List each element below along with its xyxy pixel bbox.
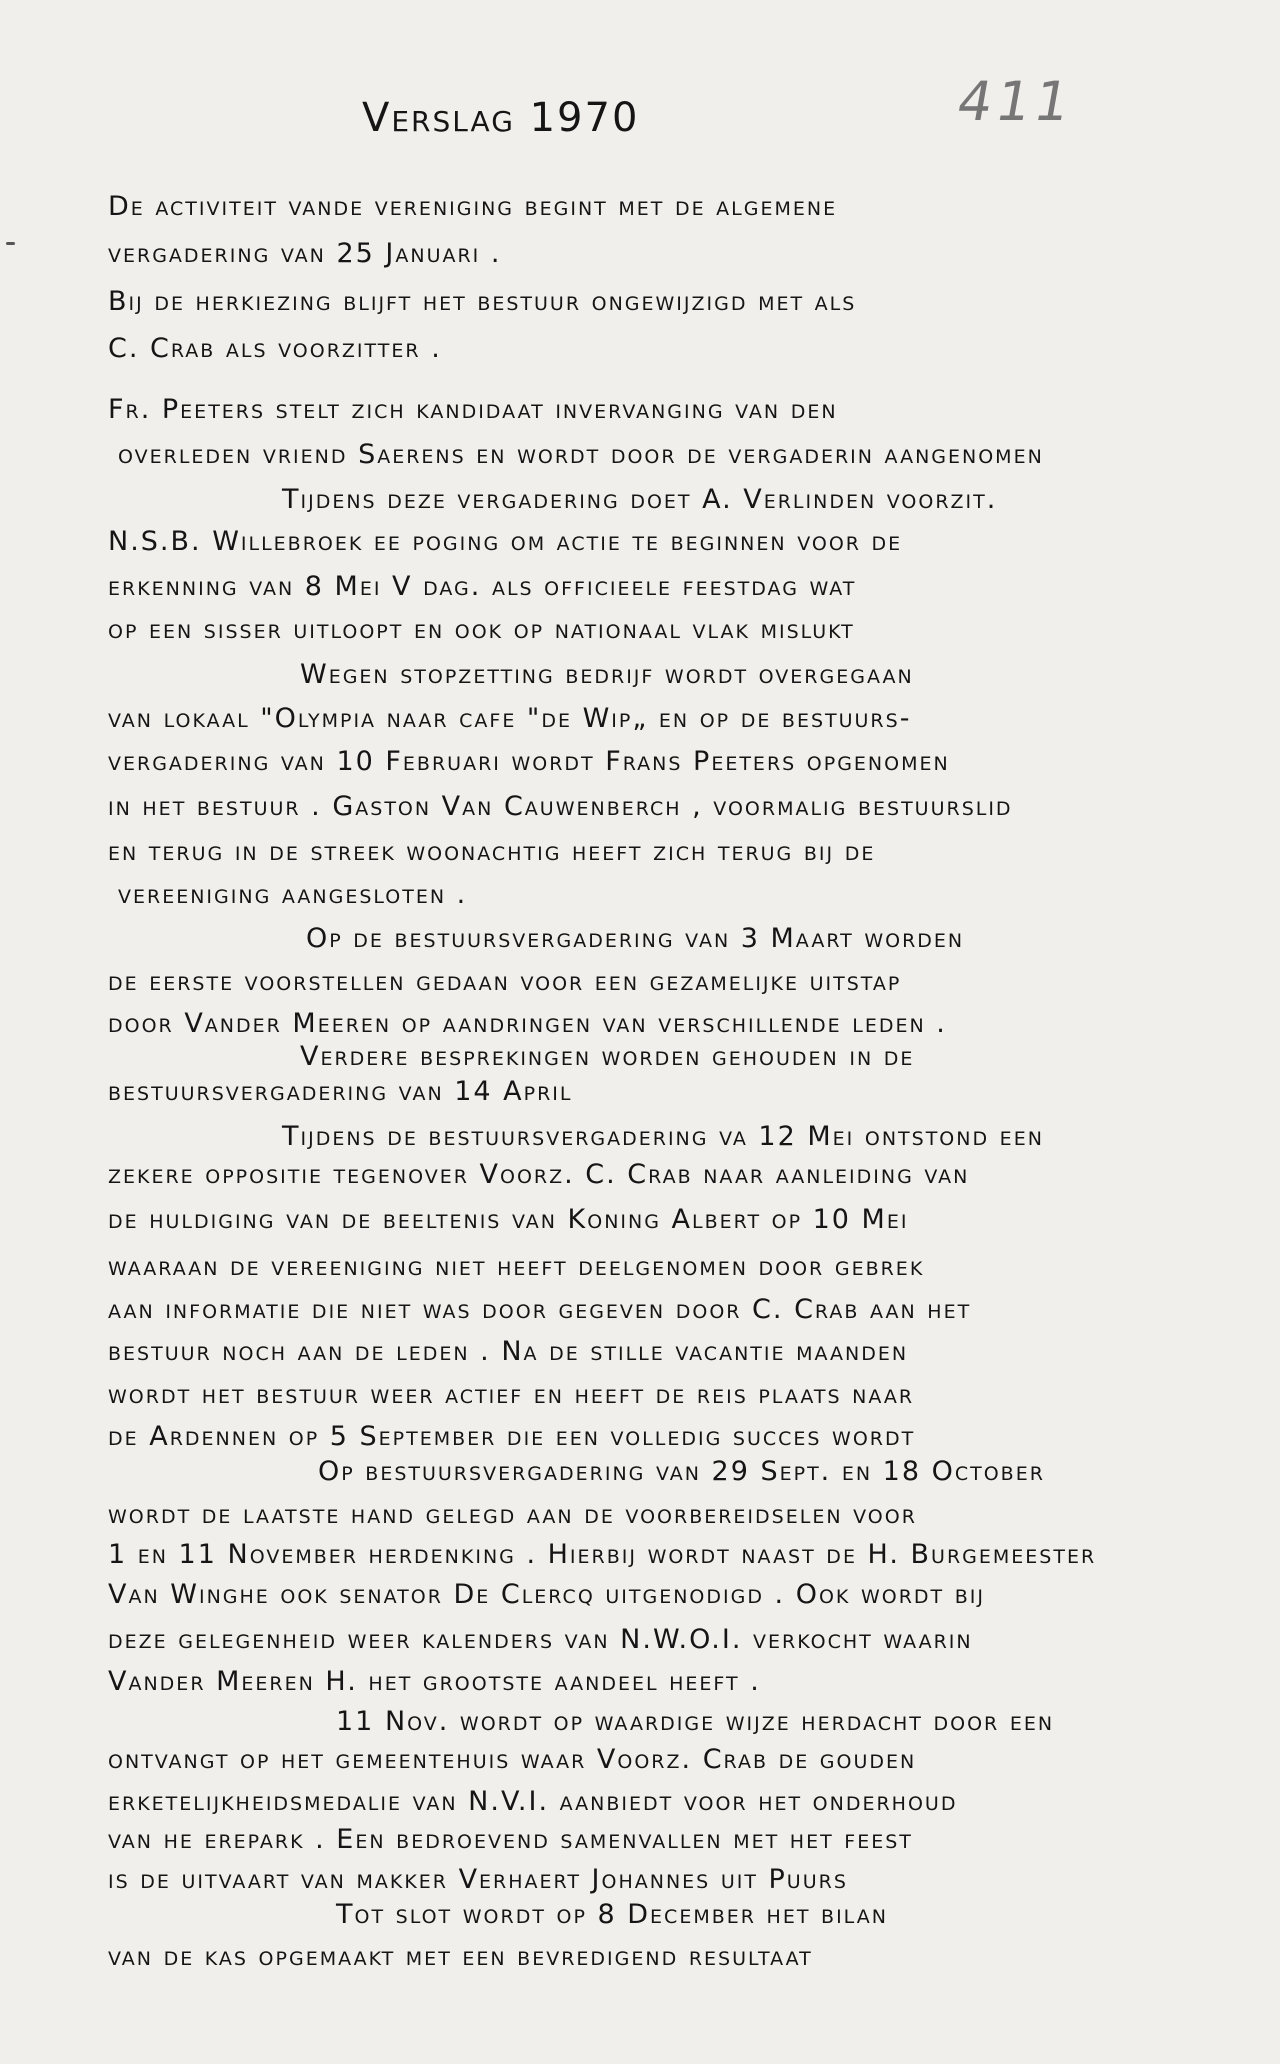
text-line: Wegen stopzetting bedrijf wordt overgegaan [300, 659, 914, 690]
text-line: Op de bestuursvergadering van 3 Maart worden [306, 923, 965, 954]
text-line: erkenning van 8 Mei V dag. als officieele feestdag wat [108, 571, 857, 602]
text-line: De activiteit vande vereniging begint met de algemene [108, 191, 838, 222]
text-line: van he erepark . Een bedroevend samenvallen met het feest [108, 1824, 913, 1855]
text-line: erketelijkheidsmedalie van N.V.I. aanbiedt voor het onderhoud [108, 1786, 958, 1817]
text-line: van de kas opgemaakt met een bevredigend resultaat [108, 1941, 813, 1972]
text-line: Op bestuursvergadering van 29 Sept. en 18 October [318, 1456, 1045, 1487]
text-line: is de uitvaart van makker Verhaert Johannes uit Puurs [108, 1864, 848, 1895]
text-line: 11 Nov. wordt op waardige wijze herdacht door een [336, 1706, 1055, 1737]
text-line: van lokaal "Olympia naar cafe "de Wip„ en op de bestuurs- [108, 703, 912, 734]
text-line: op een sisser uitloopt en ook op nationaal vlak mislukt [108, 614, 855, 645]
text-line: Fr. Peeters stelt zich kandidaat invervanging van den [108, 394, 838, 425]
text-line: wordt de laatste hand gelegd aan de voorbereidselen voor [108, 1499, 917, 1530]
text-line: overleden vriend Saerens en wordt door de vergaderin aangenomen [118, 439, 1044, 470]
text-line: Tijdens deze vergadering doet A. Verlinden voorzit. [282, 484, 998, 515]
text-line: wordt het bestuur weer actief en heeft de reis plaats naar [108, 1379, 915, 1410]
text-line: Bij de herkiezing blijft het bestuur ongewijzigd met als [108, 286, 857, 317]
text-line: zekere oppositie tegenover Voorz. C. Crab naar aanleiding van [108, 1159, 970, 1190]
text-line: Tijdens de bestuursvergadering va 12 Mei ontstond een [282, 1121, 1044, 1152]
text-line: N.S.B. Willebroek ee poging om actie te beginnen voor de [108, 526, 903, 557]
text-line: C. Crab als voorzitter . [108, 333, 442, 364]
text-line: en terug in de streek woonachtig heeft zich terug bij de [108, 836, 876, 867]
text-line: 1 en 11 November herdenking . Hierbij wordt naast de H. Burgemeester [108, 1539, 1097, 1570]
text-line: Vander Meeren H. het grootste aandeel heeft . [108, 1666, 761, 1697]
text-line: waaraan de vereeniging niet heeft deelgenomen door gebrek [108, 1251, 925, 1282]
edge-mark [6, 242, 15, 245]
text-line: bestuur noch aan de leden . Na de stille vacantie maanden [108, 1336, 909, 1367]
text-line: vereeniging aangesloten . [118, 879, 468, 910]
text-line: Van Winghe ook senator De Clercq uitgenodigd . Ook wordt bij [108, 1579, 985, 1610]
text-line: in het bestuur . Gaston Van Cauwenberch , voormalig bestuurslid [108, 791, 1013, 822]
text-line: de Ardennen op 5 September die een volledig succes wordt [108, 1421, 916, 1452]
text-line: door Vander Meeren op aandringen van verschillende leden . [108, 1008, 947, 1039]
text-line: bestuursvergadering van 14 April [108, 1076, 573, 1107]
text-line: aan informatie die niet was door gegeven door C. Crab aan het [108, 1294, 972, 1325]
text-line: vergadering van 10 Februari wordt Frans Peeters opgenomen [108, 746, 950, 777]
text-line: vergadering van 25 Januari . [108, 238, 502, 269]
text-line: ontvangt op het gemeentehuis waar Voorz. Crab de gouden [108, 1744, 917, 1775]
text-line: Verdere besprekingen worden gehouden in de [300, 1041, 915, 1072]
document-title: Verslag 1970 [362, 95, 640, 141]
text-line: deze gelegenheid weer kalenders van N.W.O.I. verkocht waarin [108, 1624, 973, 1655]
text-line: de huldiging van de beeltenis van Koning Albert op 10 Mei [108, 1204, 909, 1235]
page-number: 411 [952, 70, 1079, 133]
text-line: de eerste voorstellen gedaan voor een gezamelijke uitstap [108, 966, 902, 997]
text-line: Tot slot wordt op 8 December het bilan [336, 1899, 888, 1930]
